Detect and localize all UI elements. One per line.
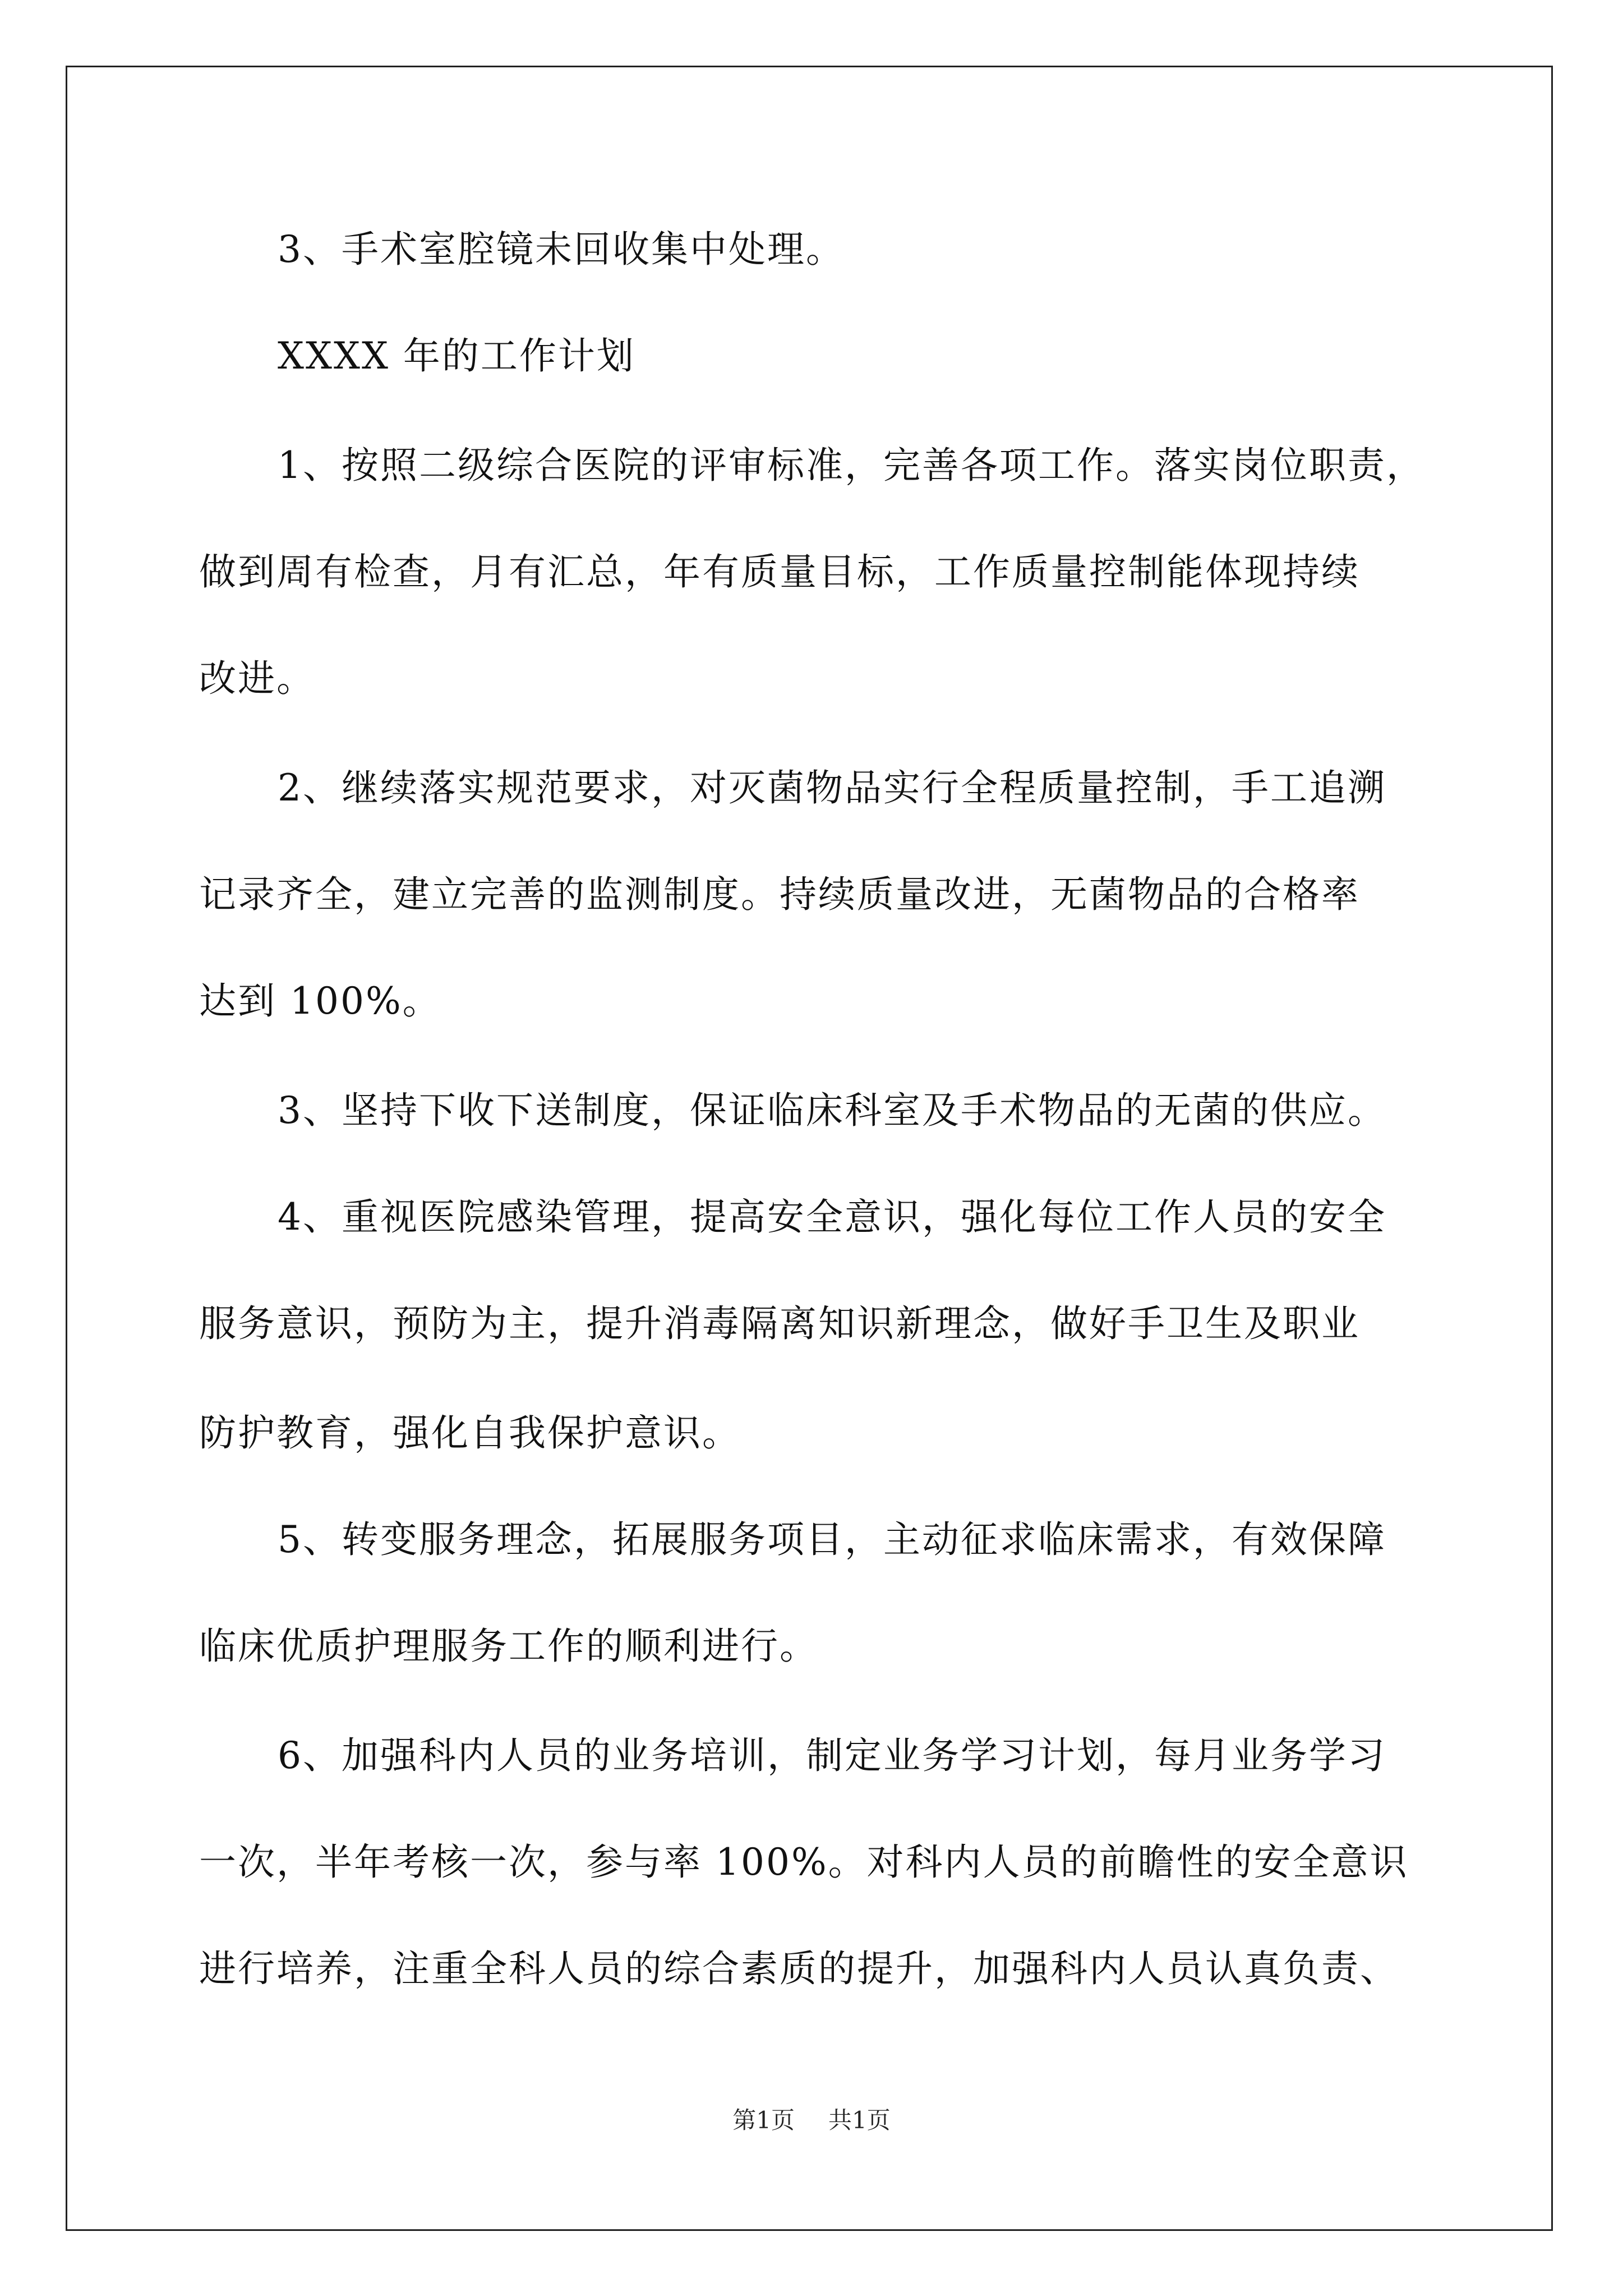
paragraph-line: 服务意识，预防为主，提升消毒隔离知识新理念，做好手卫生及职业	[199, 1302, 1360, 1345]
paragraph-line: 1、按照二级综合医院的评审标准，完善各项工作。落实岗位职责，	[278, 444, 1425, 487]
page-footer	[0, 2106, 1623, 2134]
paragraph-line: 4、重视医院感染管理，提高安全意识，强化每位工作人员的安全	[278, 1195, 1386, 1239]
paragraph-line: 3、手术室腔镜未回收集中处理。	[278, 228, 845, 271]
paragraph-line: 做到周有检查，月有汇总，年有质量目标，工作质量控制能体现持续	[199, 550, 1360, 593]
paragraph-line: 2、继续落实规范要求，对灭菌物品实行全程质量控制，手工追溯	[278, 766, 1386, 809]
paragraph-line: 临床优质护理服务工作的顺利进行。	[199, 1625, 818, 1668]
paragraph-line: 进行培养，注重全科人员的综合素质的提升，加强科内人员认真负责、	[199, 1947, 1399, 1990]
page-total: 共1页	[828, 2106, 891, 2134]
paragraph-line: 改进。	[199, 657, 315, 700]
paragraph-line: 5、转变服务理念，拓展服务项目，主动征求临床需求，有效保障	[278, 1518, 1386, 1561]
section-heading: XXXX 年的工作计划	[278, 334, 635, 378]
paragraph-line: 记录齐全，建立完善的监测制度。持续质量改进，无菌物品的合格率	[199, 873, 1360, 916]
page-number: 第1页	[732, 2106, 795, 2134]
paragraph-line: 防护教育，强化自我保护意识。	[199, 1411, 741, 1455]
paragraph-line: 一次，半年考核一次，参与率 100%。对科内人员的前瞻性的安全意识	[199, 1841, 1409, 1884]
paragraph-line: 3、坚持下收下送制度，保证临床科室及手术物品的无菌的供应。	[278, 1089, 1386, 1132]
paragraph-line: 6、加强科内人员的业务培训，制定业务学习计划，每月业务学习	[278, 1734, 1386, 1777]
page-border	[66, 66, 1553, 2231]
paragraph-line: 达到 100%。	[199, 979, 441, 1023]
